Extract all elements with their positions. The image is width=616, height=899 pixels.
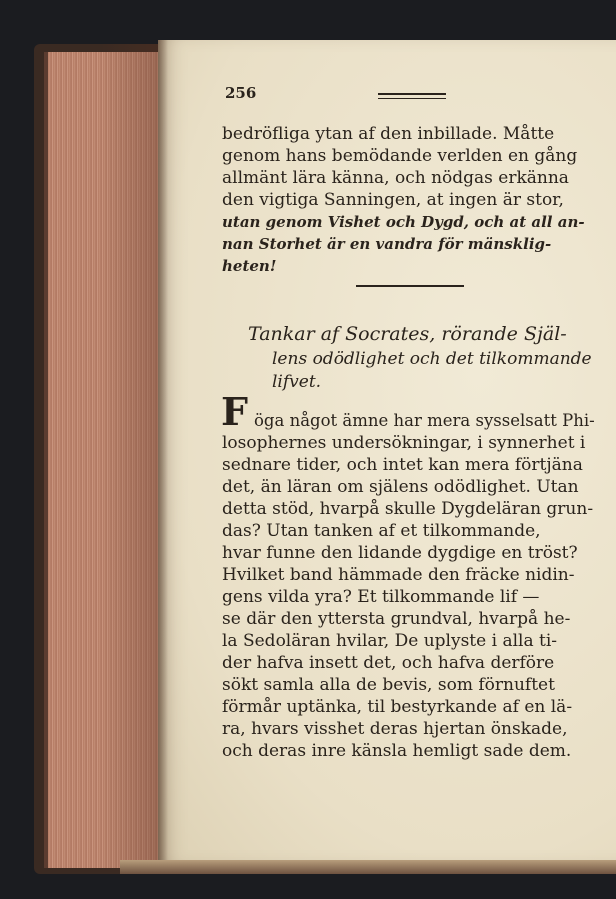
body-line: das? Utan tanken af et tilkommande,	[222, 521, 541, 541]
body-line: och deras inre känsla hemligt sade dem.	[222, 741, 572, 761]
section-heading-line: Tankar af Socrates, rörande Själ-	[248, 323, 567, 345]
body-line: Hvilket band hämmade den fräcke nidin-	[222, 565, 575, 585]
drop-cap: F	[221, 389, 248, 434]
intro-line: bedröfliga ytan af den inbillade. Måtte	[222, 124, 555, 144]
body-line: hvar funne den lidande dygdige en tröst?	[222, 543, 578, 563]
intro-line: den vigtiga Sanningen, at ingen är stor,	[222, 190, 564, 210]
section-heading-line: lens odödlighet och det tilkommande	[272, 349, 592, 369]
body-line: ra, hvars visshet deras hjertan önskade,	[222, 719, 568, 739]
body-line: der hafva insett det, och hafva derföre	[222, 653, 555, 673]
intro-line: genom hans bemödande verlden en gång	[222, 146, 578, 166]
body-line: se där den yttersta grundval, hvarpå he-	[222, 609, 571, 629]
page-fold-shadow	[100, 44, 160, 870]
body-line: det, än läran om själens odödlighet. Utan	[222, 477, 579, 497]
body-line: gens vilda yra? Et tilkommande lif —	[222, 587, 540, 607]
header-rule	[378, 93, 446, 95]
body-line: sökt samla alla de bevis, som förnuftet	[222, 675, 555, 695]
body-line: förmår uptänka, til bestyrkande af en lä-	[222, 697, 573, 717]
body-line: sednare tider, och intet kan mera förtjäna	[222, 455, 583, 475]
book-bottom-edge	[120, 860, 616, 874]
section-heading-line: lifvet.	[272, 372, 322, 392]
intro-line: allmänt lära känna, och nödgas erkänna	[222, 168, 569, 188]
page-number: 256	[225, 84, 257, 102]
body-line: la Sedoläran hvilar, De uplyste i alla ti-	[222, 631, 558, 651]
spine-shadow	[158, 40, 168, 862]
body-first-line: öga något ämne har mera sysselsatt Phi-	[254, 411, 595, 430]
section-divider	[356, 285, 464, 287]
intro-line-italic: utan genom Vishet och Dygd, och at all an-	[222, 213, 585, 231]
intro-line-italic: heten!	[222, 257, 277, 275]
body-line: losophernes undersökningar, i synnerhet i	[222, 433, 586, 453]
body-line: detta stöd, hvarpå skulle Dygdeläran grun-	[222, 499, 594, 519]
intro-line-italic: nan Storhet är en vandra för mänsklig-	[222, 235, 552, 253]
header-rule-thin	[378, 98, 446, 99]
